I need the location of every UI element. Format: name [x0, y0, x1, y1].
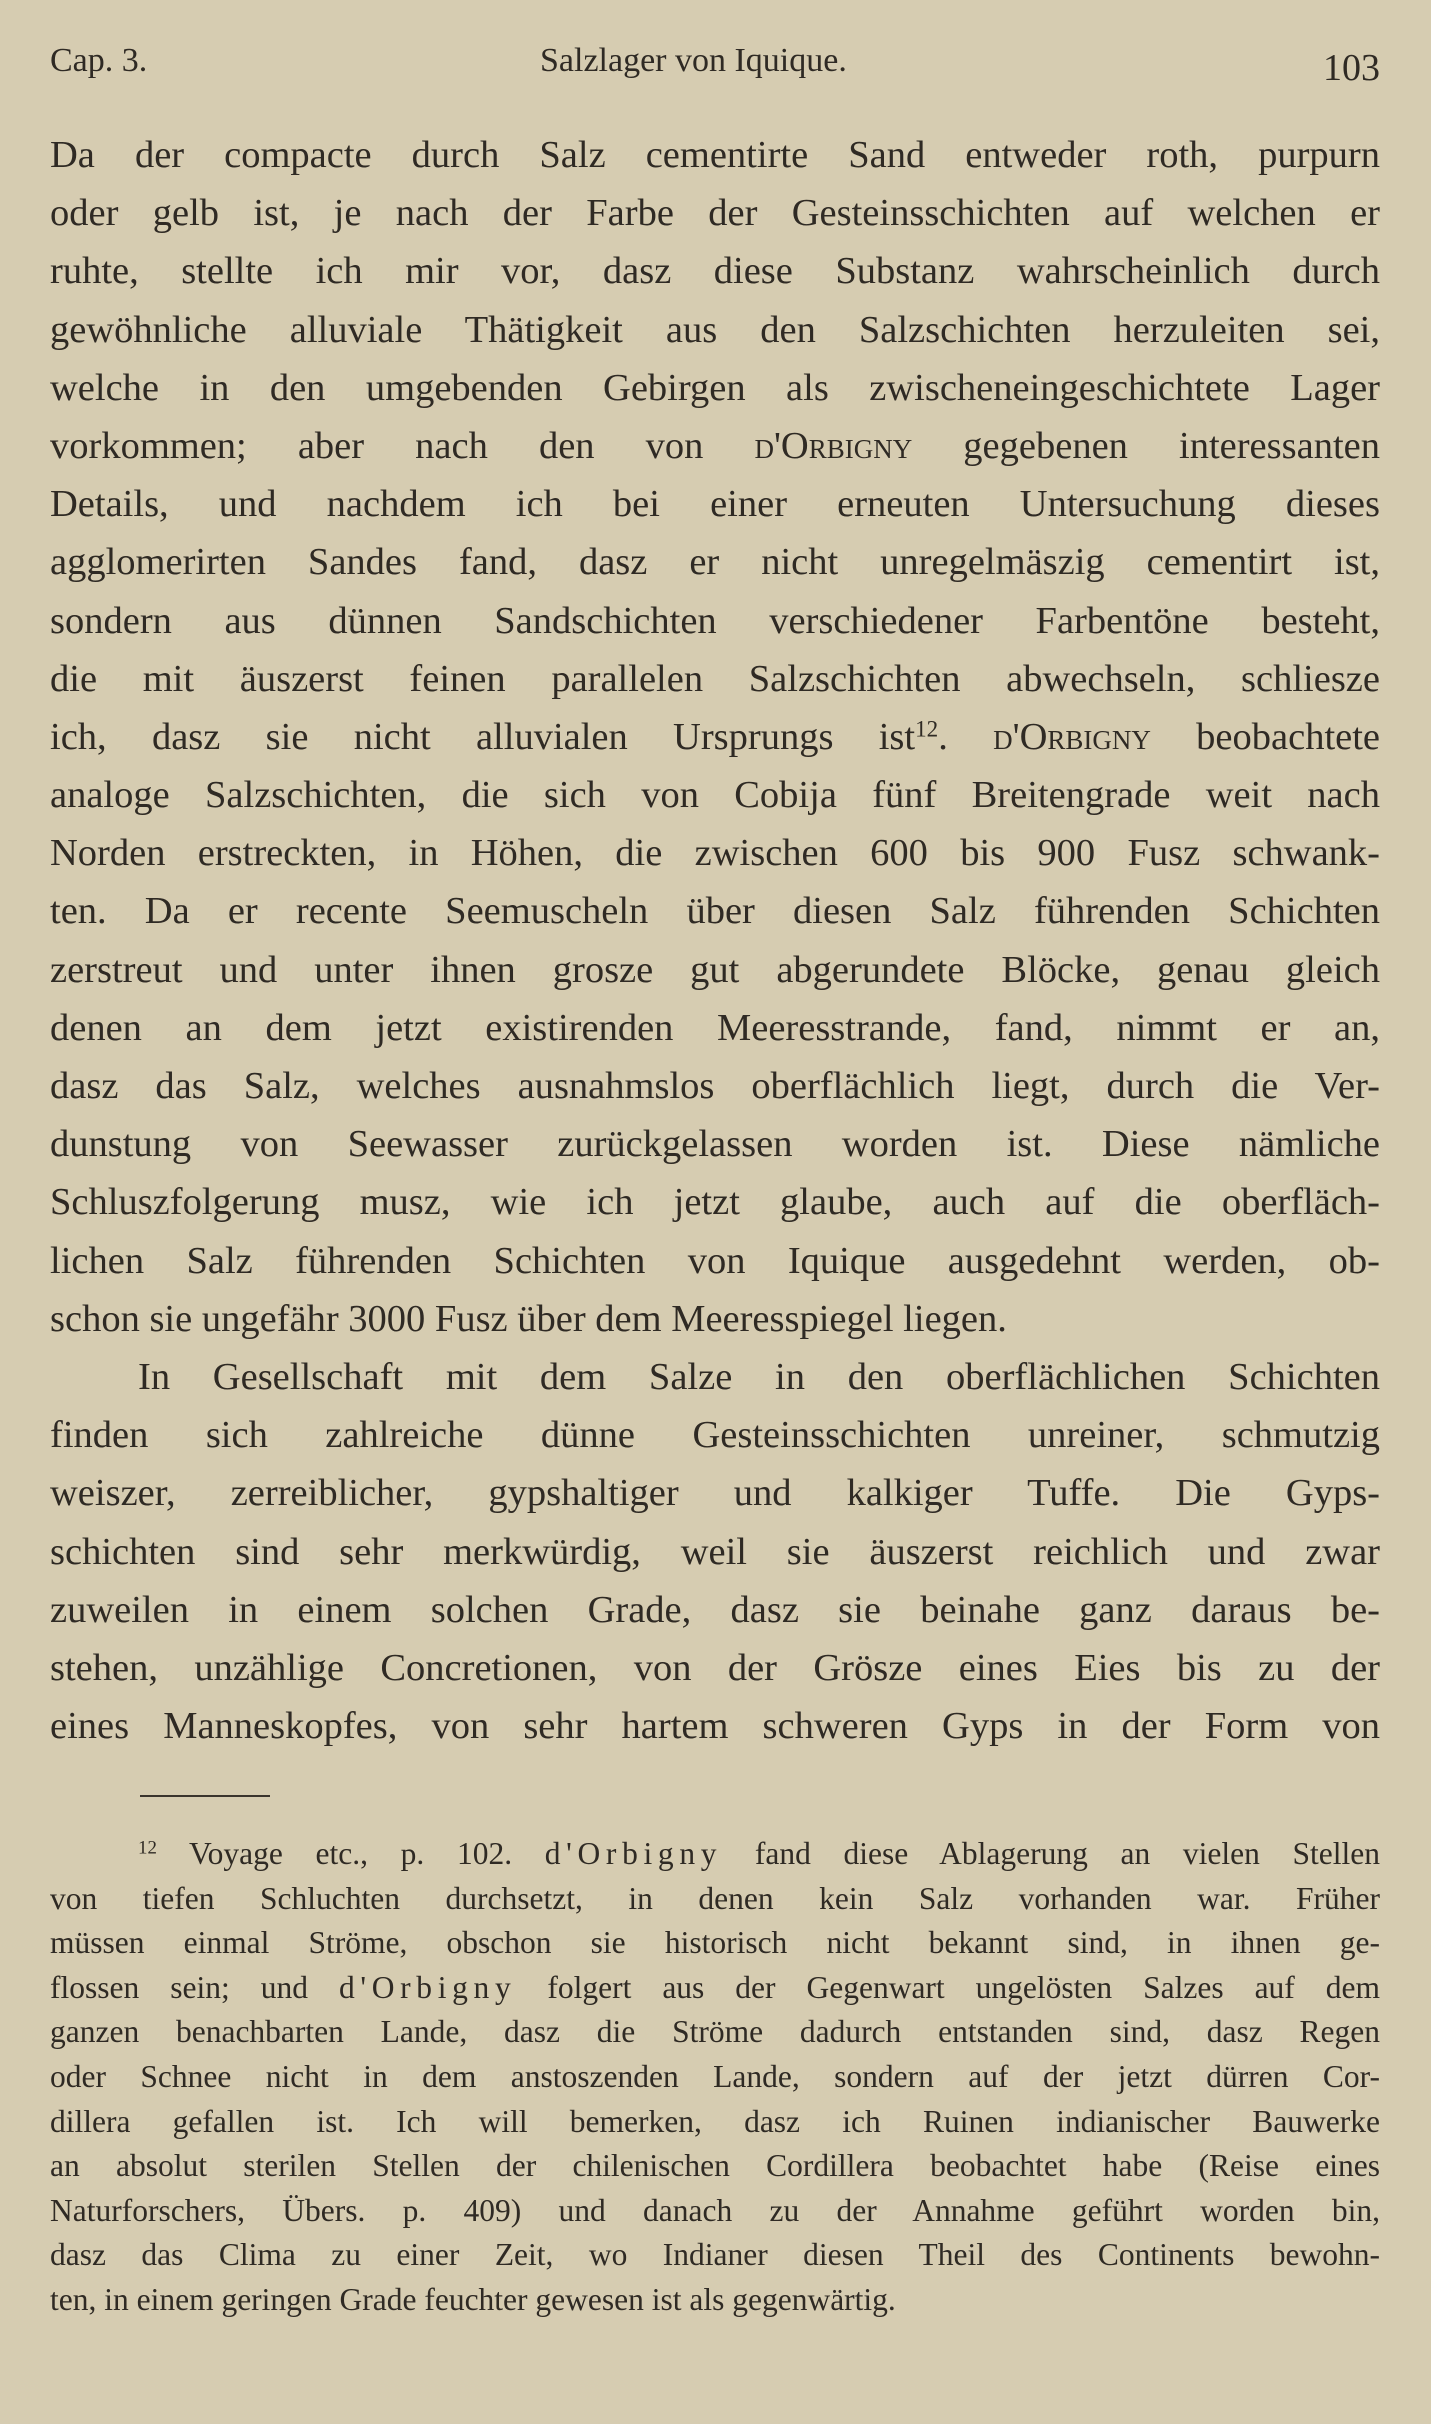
body-line: ich, dasz sie nicht alluvialen Ursprungs ist$^{12}$. d'Orbigny beobachtete	[50, 715, 1381, 758]
footnote-line: dillera gefallen ist. Ich will bemerken, dasz ich Ruinen indianischer Bauwerke	[50, 2103, 1380, 2139]
body-line: dasz das Salz, welches ausnahmslos oberflächlich liegt, durch die Ver-	[50, 1065, 1380, 1107]
body-line: die mit äuszerst feinen parallelen Salzschichten abwechseln, schliesze	[50, 657, 1380, 700]
footnote-line: ten, in einem geringen Grade feuchter gewesen ist als gegenwärtig.	[50, 2281, 896, 2317]
footnote-reference: 12	[915, 715, 939, 742]
footnote-line: von tiefen Schluchten durchsetzt, in denen kein Salz vorhanden war. Früher	[50, 1880, 1380, 1916]
body-line: schichten sind sehr merkwürdig, weil sie äuszerst reichlich und zwar	[50, 1530, 1380, 1573]
body-line: dunstung von Seewasser zurückgelassen worden ist. Diese nämliche	[50, 1123, 1380, 1166]
footnote-line: oder Schnee nicht in dem anstoszenden Lande, sondern auf der jetzt dürren Cor-	[50, 2058, 1380, 2094]
footnote	[50, 1832, 1380, 2323]
body-line: In Gesellschaft mit dem Salze in den oberflächlichen Schichten	[138, 1355, 1380, 1398]
footnote-line: dasz das Clima zu einer Zeit, wo Indianer diesen Theil des Continents bewohn-	[50, 2237, 1380, 2273]
body-line: gewöhnliche alluviale Thätigkeit aus den Salzschichten herzuleiten sei,	[50, 308, 1380, 351]
running-title: Salzlager von Iquique.	[540, 42, 847, 79]
author-name: d'Orbigny	[544, 1836, 723, 1871]
body-line: ten. Da er recente Seemuscheln über diesen Salz führenden Schichten	[50, 890, 1380, 933]
running-header	[50, 38, 1380, 98]
body-line: vorkommen; aber nach den von d'Orbigny gegebenen interessanten	[50, 424, 1380, 467]
body-line: weiszer, zerreiblicher, gypshaltiger und kalkiger Tuffe. Die Gyps-	[50, 1472, 1380, 1515]
body-line: oder gelb ist, je nach der Farbe der Gesteinsschichten auf welchen er	[50, 192, 1380, 235]
body-line: finden sich zahlreiche dünne Gesteinsschichten unreiner, schmutzig	[50, 1414, 1380, 1457]
body-line: Norden erstreckten, in Höhen, die zwischen 600 bis 900 Fusz schwank-	[50, 832, 1380, 875]
body-line: Schluszfolgerung musz, wie ich jetzt glaube, auch auf die oberfläch-	[50, 1181, 1380, 1224]
body-line: Da der compacte durch Salz cementirte Sand entweder roth, purpurn	[50, 134, 1380, 176]
author-name: d'Orbigny	[754, 424, 913, 467]
footnote-line: müssen einmal Ströme, obschon sie historisch nicht bekannt sind, in ihnen ge-	[50, 1925, 1380, 1961]
body-line: welche in den umgebenden Gebirgen als zwischeneingeschichtete Lager	[50, 366, 1380, 409]
footnote-marker: 12	[138, 1837, 157, 1859]
page-number: 103	[1323, 47, 1380, 89]
body-line: denen an dem jetzt existirenden Meeresstrande, fand, nimmt er an,	[50, 1006, 1380, 1049]
footnote-line: $^{12}$ Voyage etc., p. 102. d'Orbigny fand diese Ablagerung an vielen Stellen	[138, 1836, 1381, 1871]
chapter-label: Cap. 3.	[50, 42, 148, 79]
footnote-line: ganzen benachbarten Lande, dasz die Ströme dadurch entstanden sind, dasz Regen	[50, 2014, 1380, 2050]
body-line: schon sie ungefähr 3000 Fusz über dem Meeresspiegel liegen.	[50, 1297, 1007, 1340]
footnote-line: flossen sein; und d'Orbigny folgert aus der Gegenwart ungelösten Salzes auf dem	[50, 1969, 1381, 2005]
body-line: sondern aus dünnen Sandschichten verschiedener Farbentöne besteht,	[50, 599, 1380, 642]
footnote-line: an absolut sterilen Stellen der chilenischen Cordillera beobachtet habe (Reise eines	[50, 2148, 1380, 2184]
footnote-divider	[140, 1795, 270, 1797]
footnote-line: Naturforschers, Übers. p. 409) und danach zu der Annahme geführt worden bin,	[50, 2192, 1380, 2228]
author-name: d'Orbigny	[993, 715, 1151, 758]
body-line: eines Manneskopfes, von sehr hartem schweren Gyps in der Form von	[50, 1705, 1380, 1748]
body-line: analoge Salzschichten, die sich von Cobija fünf Breitengrade weit nach	[50, 774, 1380, 817]
body-line: ruhte, stellte ich mir vor, dasz diese Substanz wahrscheinlich durch	[50, 250, 1380, 293]
body-line: Details, und nachdem ich bei einer erneuten Untersuchung dieses	[50, 483, 1380, 526]
body-line: zerstreut und unter ihnen grosze gut abgerundete Blöcke, genau gleich	[50, 948, 1380, 991]
body-text	[50, 126, 1380, 1755]
body-line: agglomerirten Sandes fand, dasz er nicht unregelmäszig cementirt ist,	[50, 541, 1380, 584]
body-line: stehen, unzählige Concretionen, von der Grösze eines Eies bis zu der	[50, 1646, 1380, 1689]
body-line: lichen Salz führenden Schichten von Iquique ausgedehnt werden, ob-	[50, 1239, 1380, 1282]
body-line: zuweilen in einem solchen Grade, dasz sie beinahe ganz daraus be-	[50, 1588, 1380, 1631]
author-name: d'Orbigny	[338, 1969, 517, 2005]
